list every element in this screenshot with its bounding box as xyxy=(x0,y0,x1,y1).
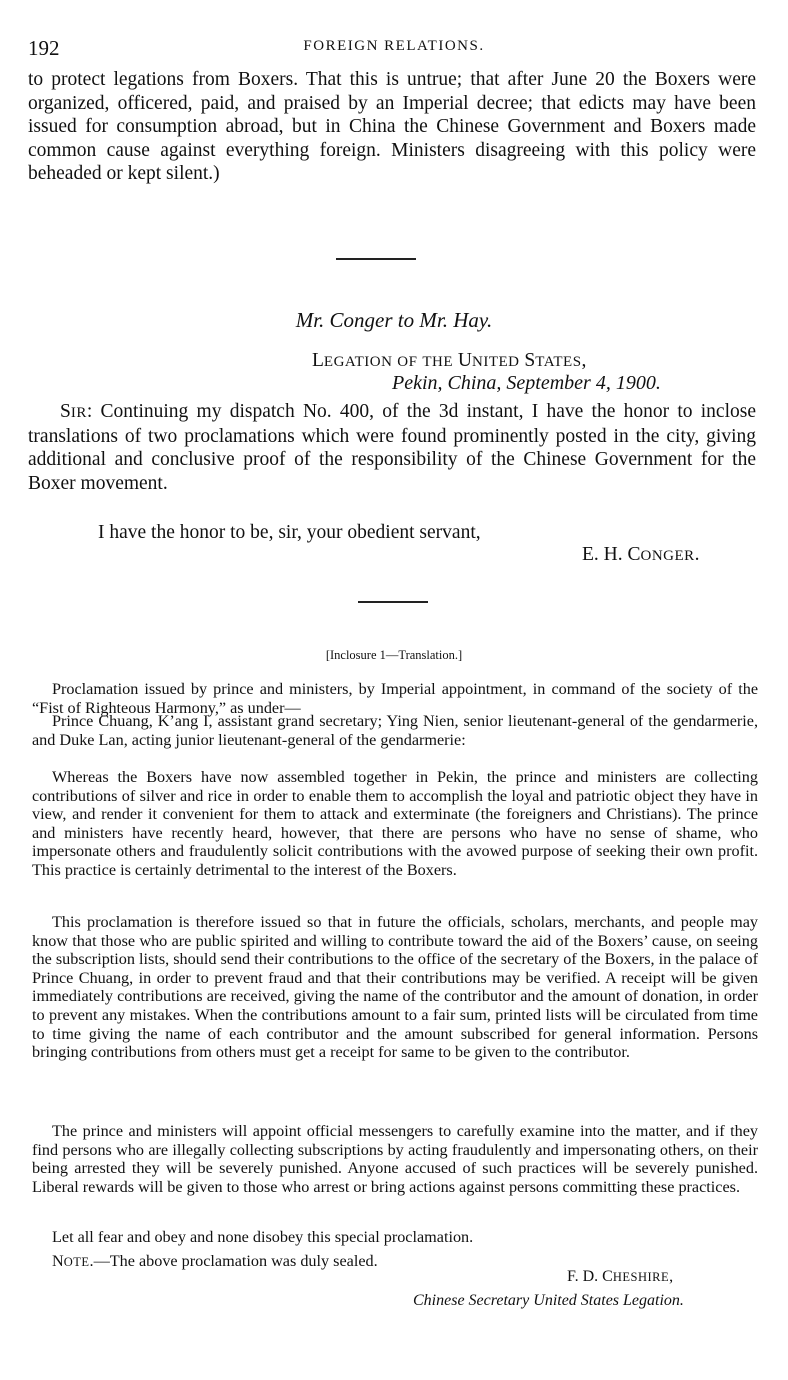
letter-from: LEGATION OF THE UNITED STATES, xyxy=(312,350,587,371)
intro-paragraph: to protect legations from Boxers. That this is untrue; that after June 20 the Boxers were organized, officered, paid, and praised by an Imperial decree; that edicts may have been issued for consumption abroad, but in China the Chinese Government and Boxers made common cause against everything foreign. Ministers disagreeing with this policy were beheaded or kept silent.) xyxy=(28,69,756,184)
running-head: FOREIGN RELATIONS. xyxy=(303,38,485,54)
letter-body: SIR: Continuing my dispatch No. 400, of the 3d instant, I have the honor to inclose translations of two proclamations which were found prominently posted in the city, giving additional and conclusive proof of the responsibility of the Chinese Government for the Boxer movement. xyxy=(28,401,756,494)
letter-title: Mr. Conger to Mr. Hay. xyxy=(295,308,493,332)
inclosure-heading: [Inclosure 1—Translation.] xyxy=(325,648,463,662)
section-divider xyxy=(336,258,416,260)
proclamation-note: NOTE.—The above proclamation was duly sealed. xyxy=(52,1252,378,1270)
proclamation-paragraph: This proclamation is therefore issued so that in future the officials, scholars, merchants, and people may know that those who are public spirited and willing to contribute toward the aid of the Boxers’ cause, on seeing the subscription lists, should send their contributions to the office of the secretary of the Boxers, in the palace of Prince Chuang, in order to prevent fraud and that their contributions may be verified. A receipt will be given immediately contributions are received, giving the name of the contributor and the amount of donation, in order to prevent any mistakes. When the contributions amount to a fair sum, printed lists will be circulated from time to time giving the name of each contributor and the amount subscribed for general information. Persons bringing contributions from others must get a receipt for same to be given to the contributor. xyxy=(32,913,758,1062)
page-number: 192 xyxy=(28,36,60,60)
letter-signature: E. H. CONGER. xyxy=(582,544,700,565)
proclamation-paragraph: Proclamation issued by prince and ministers, by Imperial appointment, in command of the society of the “Fist of Righteous Harmony,” as under— xyxy=(32,680,758,717)
page-header xyxy=(0,36,788,60)
letter-closing: I have the honor to be, sir, your obedient servant, xyxy=(98,522,481,543)
proclamation-paragraph: Prince Chuang, K’ang I, assistant grand secretary; Ying Nien, senior lieutenant-general of the gendarmerie, and Duke Lan, acting junior lieutenant-general of the gendarmerie: xyxy=(32,712,758,749)
proclamation-paragraph: Let all fear and obey and none disobey this special proclamation. xyxy=(52,1228,474,1246)
translator-signature: F. D. CHESHIRE, xyxy=(567,1268,674,1285)
letter-place-date: Pekin, China, September 4, 1900. xyxy=(392,372,661,394)
translator-title: Chinese Secretary United States Legation. xyxy=(413,1292,684,1309)
section-divider xyxy=(358,601,428,603)
salutation: SIR xyxy=(60,401,87,422)
proclamation-paragraph: Whereas the Boxers have now assembled together in Pekin, the prince and ministers are collecting contributions of silver and rice in order to enable them to accomplish the loyal and patriotic object they have in view, and render it convenient for them to attack and exterminate (the foreigners and Christians). The prince and ministers have recently heard, however, that there are persons who have no sense of shame, who impersonate others and fraudulently solicit contributions with the avowed purpose of seeking their own profit. This practice is certainly detrimental to the interest of the Boxers. xyxy=(32,768,758,879)
proclamation-paragraph: The prince and ministers will appoint official messengers to carefully examine into the matter, and if they find persons who are illegally collecting subscriptions by acting fraudulently and impersonating others, on their being arrested they will be severely punished. Anyone accused of such practices will be severely punished. Liberal rewards will be given to those who arrest or bring actions against persons committing these practices. xyxy=(32,1122,758,1196)
